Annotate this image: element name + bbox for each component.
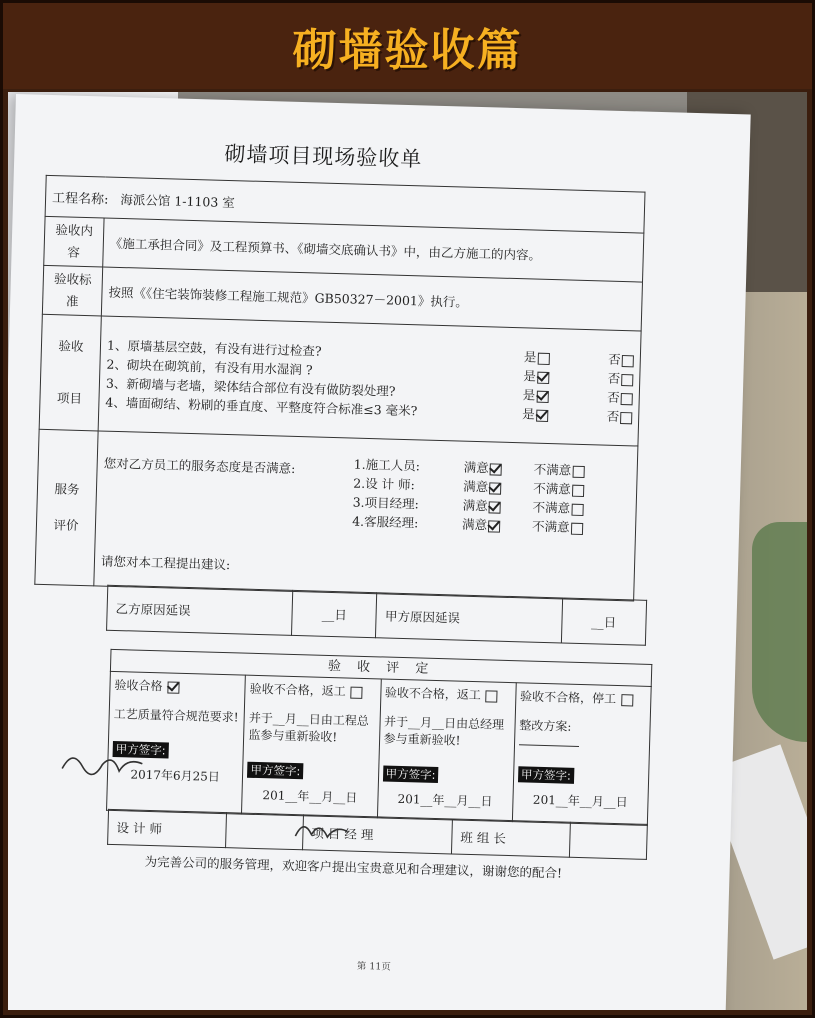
acceptance-checkbox[interactable] <box>486 690 498 702</box>
party-a-sign-label: 甲方签字: <box>113 741 169 759</box>
service-label-bottom: 评价 <box>53 517 79 533</box>
inspection-item-text: 1、原墙基层空鼓，有没有进行过检查? <box>106 337 322 359</box>
party-b-delay-label: 乙方原因延误 <box>107 585 293 635</box>
satisfied-option[interactable] <box>463 458 534 479</box>
items-label-bottom: 项目 <box>56 390 83 406</box>
acceptance-head <box>114 676 241 698</box>
yes-no-options <box>522 404 632 426</box>
service-role-name: 2.设 计 师: <box>353 475 416 493</box>
inspection-form-page <box>8 94 751 1010</box>
project-name-value: 海派公馆 1-1103 室 <box>120 191 236 210</box>
standard-label: 验收标准 <box>42 265 102 316</box>
unsatisfied-label: 不满意 <box>532 480 571 497</box>
manager-label: 项 目 经 理 <box>302 815 452 854</box>
handwritten-signature-2 <box>291 814 352 850</box>
acceptance-head-text: 验收不合格，返工 <box>249 681 346 699</box>
service-role-name: 3.项目经理: <box>352 494 420 512</box>
party-a-sign-label: 甲方签字: <box>382 766 438 784</box>
banner-title: 砌墙验收篇 <box>292 25 523 76</box>
document-photo <box>8 92 807 1010</box>
yes-option[interactable] <box>522 404 548 424</box>
service-role-name: 4.客服经理: <box>351 513 419 531</box>
satisfied-label: 满意 <box>463 459 489 476</box>
yes-label: 是 <box>523 349 537 365</box>
satisfied-option[interactable] <box>463 477 534 498</box>
acceptance-column <box>377 679 516 822</box>
unsatisfied-checkbox[interactable] <box>570 522 582 534</box>
acceptance-body: 整改方案: <box>519 718 572 734</box>
designer-label: 设 计 师 <box>108 809 227 847</box>
unsatisfied-option[interactable] <box>533 460 613 481</box>
no-option[interactable] <box>607 388 633 408</box>
acceptance-head <box>249 680 376 702</box>
satisfied-label: 满意 <box>463 478 489 495</box>
no-checkbox[interactable] <box>622 355 634 367</box>
acceptance-head-text: 验收合格 <box>114 677 163 694</box>
handwritten-signature-1 <box>57 743 148 785</box>
no-option[interactable] <box>608 369 634 389</box>
yes-checkbox[interactable] <box>537 371 549 383</box>
unsatisfied-checkbox[interactable] <box>572 484 584 496</box>
satisfied-label: 满意 <box>461 516 488 533</box>
sign-date: 201__年__月__日 <box>262 788 358 805</box>
party-a-delay-label: 甲方原因延误 <box>376 593 562 643</box>
yes-checkbox[interactable] <box>536 390 548 402</box>
satisfied-checkbox[interactable] <box>490 463 502 475</box>
yes-option[interactable] <box>523 366 549 386</box>
items-label-top: 验收 <box>58 338 84 354</box>
items-list <box>98 316 641 446</box>
items-label <box>39 314 101 431</box>
yes-option[interactable] <box>523 385 549 405</box>
acceptance-body: 并于__月__日由工程总监参与重新验收! <box>248 710 370 745</box>
satisfied-option[interactable] <box>462 515 533 536</box>
service-question: 您对乙方员工的服务态度是否满意: <box>103 455 296 476</box>
acceptance-checkbox[interactable] <box>167 681 179 693</box>
inspection-item-text: 4、墙面砌结、粉刷的垂直度、平整度符合标准≤3 毫米? <box>105 394 418 419</box>
party-a-sign-label: 甲方签字: <box>518 766 574 784</box>
inspection-item-text: 2、砌块在砌筑前，有没有用水湿润 ? <box>106 356 313 378</box>
footer-note: 为完善公司的服务管理，欢迎客户提出宝贵意见和合理建议，谢谢您的配合! <box>144 853 563 881</box>
no-checkbox[interactable] <box>621 374 633 386</box>
party-a-delay-days: __日 <box>561 598 647 645</box>
no-checkbox[interactable] <box>621 393 633 405</box>
inspection-table <box>34 175 645 602</box>
standard-value: 按照《《住宅装饰装修工程施工规范》GB50327－2001》执行。 <box>101 267 642 331</box>
no-option[interactable] <box>608 350 634 370</box>
yes-checkbox[interactable] <box>536 409 548 421</box>
no-checkbox[interactable] <box>620 411 632 423</box>
satisfied-label: 满意 <box>462 497 488 514</box>
yes-checkbox[interactable] <box>537 352 549 364</box>
unsatisfied-label: 不满意 <box>533 461 572 478</box>
no-label: 否 <box>608 351 622 367</box>
yes-label: 是 <box>522 387 536 403</box>
service-label-top: 服务 <box>54 481 80 497</box>
unsatisfied-option[interactable] <box>532 498 612 519</box>
sign-date: 2017年6月25日 <box>130 767 221 784</box>
service-role-name: 1.施工人员: <box>353 456 421 474</box>
yes-option[interactable] <box>524 347 550 367</box>
form-title: 砌墙项目现场验收单 <box>224 141 423 172</box>
acceptance-column <box>512 683 651 826</box>
satisfied-checkbox[interactable] <box>488 520 500 532</box>
satisfied-checkbox[interactable] <box>489 501 501 513</box>
sign-date: 201__年__月__日 <box>532 792 628 810</box>
unsatisfied-checkbox[interactable] <box>572 465 584 477</box>
no-label: 否 <box>607 389 620 405</box>
team-leader-signature <box>569 822 647 859</box>
acceptance-checkbox[interactable] <box>621 694 633 706</box>
no-label: 否 <box>606 408 620 424</box>
party-a-sign-label: 甲方签字: <box>247 762 303 780</box>
yes-label: 是 <box>523 368 537 384</box>
unsatisfied-option[interactable] <box>533 479 613 500</box>
project-name-label: 工程名称: <box>51 190 109 208</box>
acceptance-head-text: 验收不合格，返工 <box>384 685 482 703</box>
unsatisfied-option[interactable] <box>532 517 612 538</box>
no-option[interactable] <box>606 407 632 427</box>
acceptance-body: 工艺质量符合规范要求! <box>113 706 239 725</box>
satisfied-checkbox[interactable] <box>489 482 501 494</box>
page-number: 第 11页 <box>356 960 392 973</box>
unsatisfied-label: 不满意 <box>531 518 570 535</box>
party-b-delay-days: __日 <box>292 590 378 637</box>
unsatisfied-checkbox[interactable] <box>571 503 583 515</box>
content-label: 验收内容 <box>44 216 104 267</box>
service-label <box>35 429 98 586</box>
acceptance-head-text: 验收不合格，停工 <box>519 689 617 706</box>
unsatisfied-label: 不满意 <box>532 499 571 516</box>
acceptance-body: 并于__月__日由总经理参与重新验收! <box>383 714 505 748</box>
satisfied-option[interactable] <box>462 496 533 517</box>
no-label: 否 <box>607 370 621 386</box>
background-green-pattern <box>752 522 807 742</box>
acceptance-table <box>106 671 652 826</box>
title-banner <box>3 3 812 89</box>
acceptance-head <box>520 687 647 709</box>
suggestion-prompt: 请您对本工程提出建议: <box>100 553 231 573</box>
acceptance-column <box>242 675 381 818</box>
inspection-item-text: 3、新砌墙与老墙，梁体结合部位有没有做防裂处理? <box>105 375 396 399</box>
content-value: 《施工承担合同》及工程预算书、《砌墙交底确认书》中，由乙方施工的内容。 <box>103 218 644 282</box>
acceptance-title: 验 收 评 定 <box>110 649 652 687</box>
service-evaluation <box>94 431 638 601</box>
team-leader-label: 班 组 长 <box>451 819 570 857</box>
acceptance-head <box>385 684 512 706</box>
acceptance-checkbox[interactable] <box>350 686 362 698</box>
acceptance-column <box>107 671 246 814</box>
yes-label: 是 <box>522 406 535 422</box>
sign-date: 201__年__月__日 <box>397 791 493 809</box>
